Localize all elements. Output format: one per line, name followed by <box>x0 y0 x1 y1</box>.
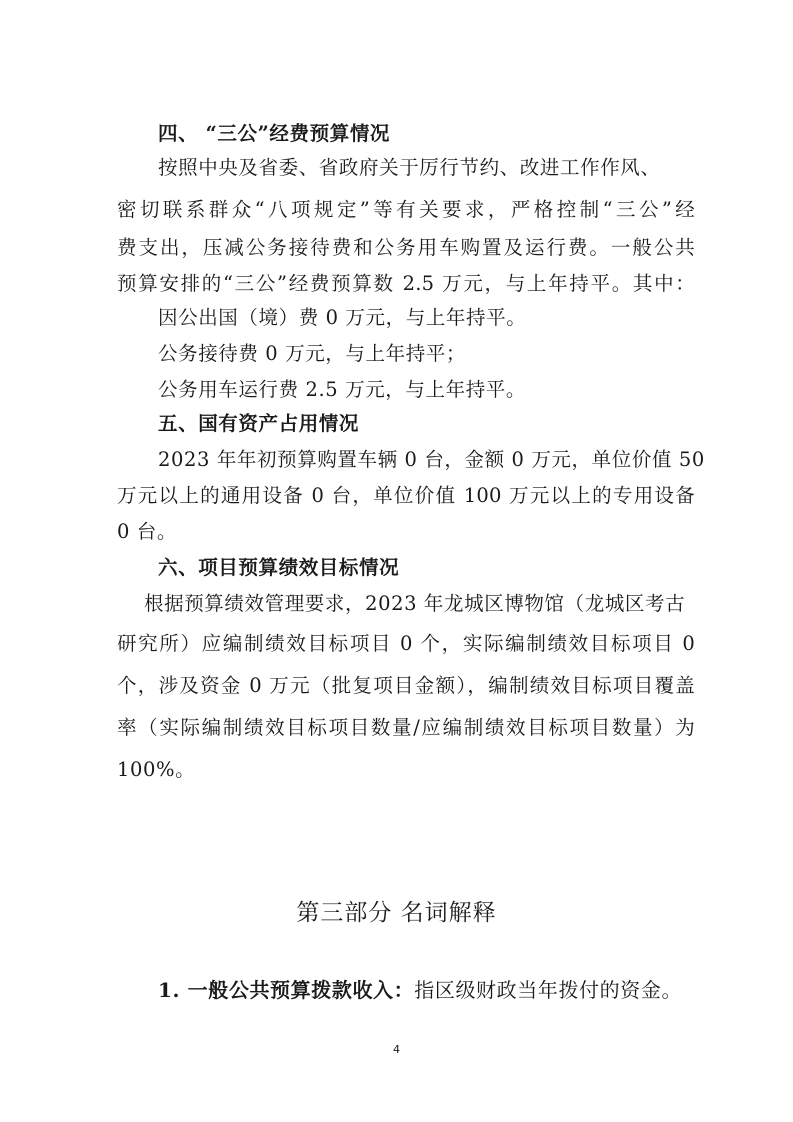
section-4-item-1: 因公出国（境）费 0 万元，与上年持平。 <box>158 306 527 329</box>
section-4-paragraph-line-2: 密切联系群众“八项规定”等有关要求，严格控制“三公”经 <box>117 198 695 221</box>
section-5-paragraph-line-1: 2023 年年初预算购置车辆 0 台，金额 0 万元，单位价值 50 <box>158 448 705 471</box>
section-4-paragraph-line-1: 按照中央及省委、省政府关于厉行节约、改进工作作风、 <box>158 156 661 179</box>
section-4-paragraph-line-3: 费支出，压减公务接待费和公务用车购置及运行费。一般公共 <box>117 236 695 259</box>
section-6-paragraph-line-5: 100%。 <box>117 758 196 781</box>
term-definition-1 <box>158 976 682 1004</box>
section-5-paragraph-line-2: 万元以上的通用设备 0 台，单位价值 100 万元以上的专用设备 <box>117 484 695 507</box>
section-6-heading: 六、项目预算绩效目标情况 <box>158 556 400 579</box>
section-6-paragraph-line-3: 个，涉及资金 0 万元（批复项目金额），编制绩效目标项目覆盖 <box>117 674 695 697</box>
page-number: 4 <box>393 1043 400 1056</box>
section-6-paragraph-line-1: 根据预算绩效管理要求，2023 年龙城区博物馆（龙城区考古 <box>144 592 686 615</box>
term-1-label: 1. 一般公共预算拨款收入： <box>158 978 415 1002</box>
section-5-heading: 五、国有资产占用情况 <box>158 412 360 435</box>
section-6-paragraph-line-4: 率（实际编制绩效目标项目数量/应编制绩效目标项目数量）为 <box>117 716 695 739</box>
section-4-paragraph-line-4: 预算安排的“三公”经费预算数 2.5 万元，与上年持平。其中： <box>117 272 695 295</box>
section-4-item-2: 公务接待费 0 万元，与上年持平； <box>158 342 467 365</box>
term-1-text: 指区级财政当年拨付的资金。 <box>414 978 683 1002</box>
section-4-item-3: 公务用车运行费 2.5 万元，与上年持平。 <box>158 378 527 401</box>
part-3-title: 第三部分 名词解释 <box>296 900 497 926</box>
section-4-heading: 四、 “三公”经费预算情况 <box>158 122 391 145</box>
section-5-paragraph-line-3: 0 台。 <box>117 520 178 543</box>
section-6-paragraph-line-2: 研究所）应编制绩效目标项目 0 个，实际编制绩效目标项目 0 <box>117 632 695 655</box>
